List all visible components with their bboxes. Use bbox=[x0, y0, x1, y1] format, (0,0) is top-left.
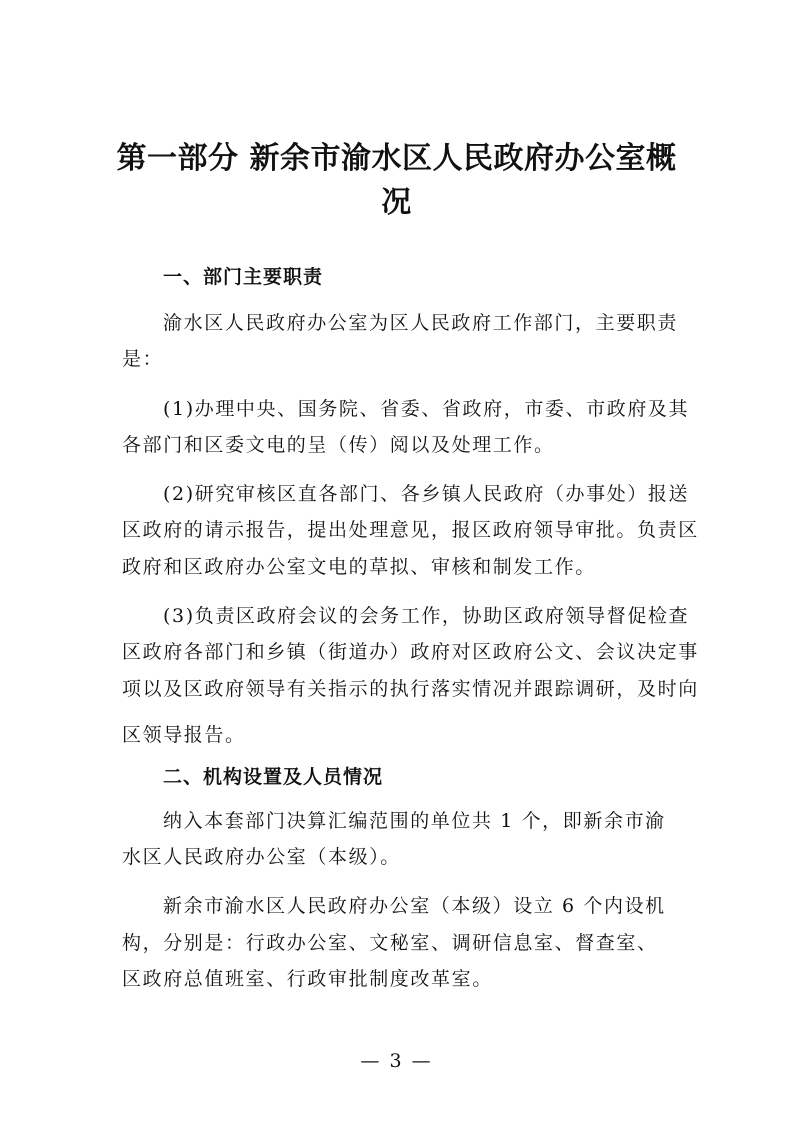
list-item-3-line: (3)负责区政府会议的会务工作，协助区政府领导督促检查 bbox=[163, 605, 690, 627]
section-heading-organization: 二、机构设置及人员情况 bbox=[163, 766, 384, 788]
list-item-2-line: (2)研究审核区直各部门、各乡镇人民政府（办事处）报送 bbox=[163, 483, 690, 505]
paragraph-line: 构，分别是：行政办公室、文秘室、调研信息室、督查室、 bbox=[122, 932, 658, 954]
paragraph-line: 纳入本套部门决算汇编范围的单位共 1 个，即新余市渝 bbox=[163, 810, 666, 832]
page-title-continued: 况 bbox=[381, 185, 412, 220]
list-item-3-line: 项以及区政府领导有关指示的执行落实情况并跟踪调研，及时向 bbox=[122, 678, 699, 700]
page-title: 第一部分 新余市渝水区人民政府办公室概 bbox=[116, 141, 677, 176]
list-item-1-line: 各部门和区委文电的呈（传）阅以及处理工作。 bbox=[122, 434, 555, 456]
section-heading-responsibilities: 一、部门主要职责 bbox=[163, 266, 324, 288]
paragraph-line: 渝水区人民政府办公室为区人民政府工作部门，主要职责 bbox=[163, 312, 679, 334]
paragraph-line: 是： bbox=[122, 348, 164, 370]
paragraph-line: 水区人民政府办公室（本级）。 bbox=[122, 846, 401, 868]
list-item-2-line: 政府和区政府办公室文电的草拟、审核和制发工作。 bbox=[122, 556, 596, 578]
list-item-1-line: (1)办理中央、国务院、省委、省政府，市委、市政府及其 bbox=[163, 398, 690, 420]
paragraph-line: 新余市渝水区人民政府办公室（本级）设立 6 个内设机 bbox=[163, 895, 666, 917]
list-item-3-line: 区政府各部门和乡镇（街道办）政府对区政府公文、会议决定事 bbox=[122, 641, 699, 663]
page-number: — 3 — bbox=[360, 1050, 433, 1072]
list-item-3-line: 区领导报告。 bbox=[122, 724, 246, 746]
paragraph-line: 区政府总值班室、行政审批制度改革室。 bbox=[122, 968, 493, 990]
list-item-2-line: 区政府的请示报告，提出处理意见，报区政府领导审批。负责区 bbox=[122, 519, 699, 541]
